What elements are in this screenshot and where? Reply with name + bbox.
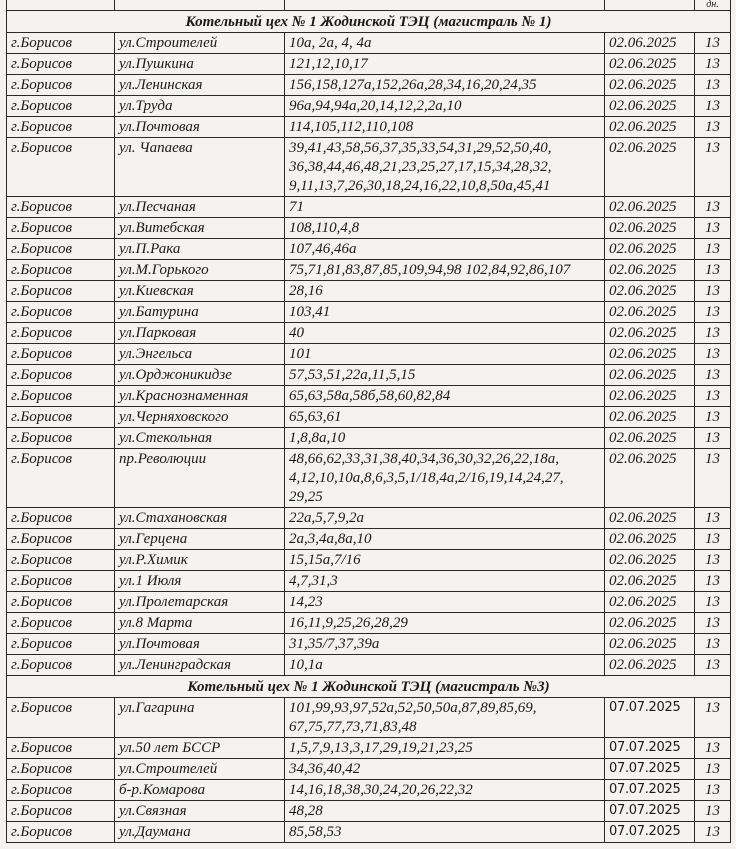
date-cell: 02.06.2025 bbox=[605, 592, 695, 613]
street-cell: ул.50 лет БССР bbox=[115, 738, 285, 759]
street-cell: ул.Парковая bbox=[115, 323, 285, 344]
date-cell: 02.06.2025 bbox=[605, 449, 695, 508]
street-cell: ул.8 Марта bbox=[115, 613, 285, 634]
street-cell: ул.Пушкина bbox=[115, 54, 285, 75]
city-cell: г.Борисов bbox=[7, 780, 115, 801]
table-row bbox=[7, 822, 731, 843]
houses-cell: 15,15а,7/16 bbox=[285, 550, 605, 571]
city-cell: г.Борисов bbox=[7, 33, 115, 54]
date-cell: 02.06.2025 bbox=[605, 281, 695, 302]
table-row bbox=[7, 428, 731, 449]
table-row bbox=[7, 698, 731, 738]
street-cell: ул.Труда bbox=[115, 96, 285, 117]
houses-cell: 121,12,10,17 bbox=[285, 54, 605, 75]
date-cell: 02.06.2025 bbox=[605, 96, 695, 117]
header-cell bbox=[285, 0, 605, 11]
table-row bbox=[7, 655, 731, 676]
table-row bbox=[7, 550, 731, 571]
city-cell: г.Борисов bbox=[7, 260, 115, 281]
street-cell: ул.Краснознаменная bbox=[115, 386, 285, 407]
days-cell: 13 bbox=[695, 529, 731, 550]
days-cell: 13 bbox=[695, 655, 731, 676]
date-cell: 07.07.2025 bbox=[605, 801, 695, 822]
street-cell: ул.Стахановская bbox=[115, 508, 285, 529]
date-cell: 02.06.2025 bbox=[605, 239, 695, 260]
days-cell: 13 bbox=[695, 571, 731, 592]
houses-cell: 48,66,62,33,31,38,40,34,36,30,32,26,22,18а, 4,12,10,10а,8,6,3,5,1/18,4а,2/16,19,14,24,27, 29,25 bbox=[285, 449, 605, 508]
houses-cell: 16,11,9,25,26,28,29 bbox=[285, 613, 605, 634]
houses-cell: 1,8,8а,10 bbox=[285, 428, 605, 449]
street-cell: ул.П.Рака bbox=[115, 239, 285, 260]
city-cell: г.Борисов bbox=[7, 759, 115, 780]
date-cell: 02.06.2025 bbox=[605, 550, 695, 571]
table-row bbox=[7, 281, 731, 302]
houses-cell: 2а,3,4а,8а,10 bbox=[285, 529, 605, 550]
header-cell bbox=[7, 0, 115, 11]
table-row bbox=[7, 260, 731, 281]
street-cell: ул.Киевская bbox=[115, 281, 285, 302]
houses-cell: 28,16 bbox=[285, 281, 605, 302]
city-cell: г.Борисов bbox=[7, 613, 115, 634]
houses-cell: 96а,94,94а,20,14,12,2,2а,10 bbox=[285, 96, 605, 117]
houses-cell: 71 bbox=[285, 197, 605, 218]
date-cell: 07.07.2025 bbox=[605, 759, 695, 780]
table-row bbox=[7, 801, 731, 822]
city-cell: г.Борисов bbox=[7, 449, 115, 508]
table-row bbox=[7, 323, 731, 344]
houses-cell: 48,28 bbox=[285, 801, 605, 822]
city-cell: г.Борисов bbox=[7, 529, 115, 550]
houses-cell: 101,99,93,97,52а,52,50,50а,87,89,85,69, 67,75,77,73,71,83,48 bbox=[285, 698, 605, 738]
date-cell: 02.06.2025 bbox=[605, 323, 695, 344]
header-cell bbox=[605, 0, 695, 11]
houses-cell: 114,105,112,110,108 bbox=[285, 117, 605, 138]
street-cell: ул.Строителей bbox=[115, 759, 285, 780]
houses-cell: 65,63,58а,58б,58,60,82,84 bbox=[285, 386, 605, 407]
houses-cell: 108,110,4,8 bbox=[285, 218, 605, 239]
houses-cell: 31,35/7,37,39а bbox=[285, 634, 605, 655]
street-cell: ул.Строителей bbox=[115, 33, 285, 54]
city-cell: г.Борисов bbox=[7, 550, 115, 571]
days-cell: 13 bbox=[695, 197, 731, 218]
table-row bbox=[7, 780, 731, 801]
days-cell: 13 bbox=[695, 75, 731, 96]
days-cell: 13 bbox=[695, 407, 731, 428]
table-row bbox=[7, 613, 731, 634]
city-cell: г.Борисов bbox=[7, 281, 115, 302]
days-cell: 13 bbox=[695, 634, 731, 655]
city-cell: г.Борисов bbox=[7, 323, 115, 344]
city-cell: г.Борисов bbox=[7, 801, 115, 822]
table-row bbox=[7, 592, 731, 613]
table-row bbox=[7, 386, 731, 407]
table-row bbox=[7, 54, 731, 75]
table-row bbox=[7, 508, 731, 529]
city-cell: г.Борисов bbox=[7, 117, 115, 138]
header-cell bbox=[115, 0, 285, 11]
days-cell: 13 bbox=[695, 218, 731, 239]
city-cell: г.Борисов bbox=[7, 75, 115, 96]
date-cell: 02.06.2025 bbox=[605, 634, 695, 655]
houses-cell: 39,41,43,58,56,37,35,33,54,31,29,52,50,40, 36,38,44,46,48,21,23,25,27,17,15,34,28,32, 9,11,13,7,26,30,18,24,16,22,10,8,50а,45,41 bbox=[285, 138, 605, 197]
city-cell: г.Борисов bbox=[7, 428, 115, 449]
date-cell: 02.06.2025 bbox=[605, 407, 695, 428]
date-cell: 02.06.2025 bbox=[605, 302, 695, 323]
table-body bbox=[7, 0, 731, 843]
houses-cell: 14,23 bbox=[285, 592, 605, 613]
date-cell: 02.06.2025 bbox=[605, 344, 695, 365]
date-cell: 07.07.2025 bbox=[605, 780, 695, 801]
date-cell: 02.06.2025 bbox=[605, 33, 695, 54]
date-cell: 07.07.2025 bbox=[605, 698, 695, 738]
houses-cell: 103,41 bbox=[285, 302, 605, 323]
days-cell: 13 bbox=[695, 117, 731, 138]
table-row bbox=[7, 218, 731, 239]
street-cell: ул.Энгельса bbox=[115, 344, 285, 365]
date-cell: 02.06.2025 bbox=[605, 365, 695, 386]
days-cell: 13 bbox=[695, 239, 731, 260]
houses-cell: 156,158,127а,152,26а,28,34,16,20,24,35 bbox=[285, 75, 605, 96]
days-unit-header: дн. bbox=[695, 0, 731, 11]
city-cell: г.Борисов bbox=[7, 698, 115, 738]
days-cell: 13 bbox=[695, 801, 731, 822]
table-row bbox=[7, 634, 731, 655]
table-row bbox=[7, 96, 731, 117]
city-cell: г.Борисов bbox=[7, 592, 115, 613]
city-cell: г.Борисов bbox=[7, 738, 115, 759]
outage-schedule-page bbox=[6, 0, 730, 843]
days-cell: 13 bbox=[695, 613, 731, 634]
days-cell: 13 bbox=[695, 738, 731, 759]
houses-cell: 85,58,53 bbox=[285, 822, 605, 843]
days-cell: 13 bbox=[695, 759, 731, 780]
days-cell: 13 bbox=[695, 344, 731, 365]
days-cell: 13 bbox=[695, 281, 731, 302]
city-cell: г.Борисов bbox=[7, 386, 115, 407]
date-cell: 07.07.2025 bbox=[605, 738, 695, 759]
city-cell: г.Борисов bbox=[7, 407, 115, 428]
street-cell: ул.Батурина bbox=[115, 302, 285, 323]
houses-cell: 57,53,51,22а,11,5,15 bbox=[285, 365, 605, 386]
table-row bbox=[7, 529, 731, 550]
date-cell: 02.06.2025 bbox=[605, 197, 695, 218]
houses-cell: 22а,5,7,9,2а bbox=[285, 508, 605, 529]
city-cell: г.Борисов bbox=[7, 655, 115, 676]
section-title: Котельный цех № 1 Жодинской ТЭЦ (магистраль №3) bbox=[7, 676, 731, 698]
houses-cell: 4,7,31,3 bbox=[285, 571, 605, 592]
street-cell: ул.Пролетарская bbox=[115, 592, 285, 613]
date-cell: 02.06.2025 bbox=[605, 138, 695, 197]
table-row bbox=[7, 344, 731, 365]
days-cell: 13 bbox=[695, 323, 731, 344]
houses-cell: 65,63,61 bbox=[285, 407, 605, 428]
date-cell: 02.06.2025 bbox=[605, 428, 695, 449]
days-cell: 13 bbox=[695, 260, 731, 281]
houses-cell: 34,36,40,42 bbox=[285, 759, 605, 780]
date-cell: 02.06.2025 bbox=[605, 613, 695, 634]
city-cell: г.Борисов bbox=[7, 302, 115, 323]
street-cell: ул.Ленинская bbox=[115, 75, 285, 96]
street-cell: ул.Витебская bbox=[115, 218, 285, 239]
table-row bbox=[7, 33, 731, 54]
date-cell: 02.06.2025 bbox=[605, 386, 695, 407]
city-cell: г.Борисов bbox=[7, 571, 115, 592]
table-row bbox=[7, 302, 731, 323]
table-row bbox=[7, 365, 731, 386]
days-cell: 13 bbox=[695, 138, 731, 197]
street-cell: ул.М.Горького bbox=[115, 260, 285, 281]
section-title: Котельный цех № 1 Жодинской ТЭЦ (магистраль № 1) bbox=[7, 11, 731, 33]
street-cell: ул. Чапаева bbox=[115, 138, 285, 197]
date-cell: 02.06.2025 bbox=[605, 54, 695, 75]
city-cell: г.Борисов bbox=[7, 218, 115, 239]
city-cell: г.Борисов bbox=[7, 54, 115, 75]
date-cell: 02.06.2025 bbox=[605, 508, 695, 529]
days-cell: 13 bbox=[695, 428, 731, 449]
street-cell: ул.Стекольная bbox=[115, 428, 285, 449]
table-row bbox=[7, 407, 731, 428]
table-row bbox=[7, 759, 731, 780]
houses-cell: 14,16,18,38,30,24,20,26,22,32 bbox=[285, 780, 605, 801]
city-cell: г.Борисов bbox=[7, 239, 115, 260]
street-cell: ул.Даумана bbox=[115, 822, 285, 843]
street-cell: ул.Черняховского bbox=[115, 407, 285, 428]
header-row bbox=[7, 0, 731, 11]
houses-cell: 1,5,7,9,13,3,17,29,19,21,23,25 bbox=[285, 738, 605, 759]
houses-cell: 101 bbox=[285, 344, 605, 365]
city-cell: г.Борисов bbox=[7, 365, 115, 386]
days-cell: 13 bbox=[695, 822, 731, 843]
date-cell: 02.06.2025 bbox=[605, 218, 695, 239]
days-cell: 13 bbox=[695, 365, 731, 386]
city-cell: г.Борисов bbox=[7, 822, 115, 843]
table-row bbox=[7, 239, 731, 260]
houses-cell: 75,71,81,83,87,85,109,94,98 102,84,92,86,107 bbox=[285, 260, 605, 281]
city-cell: г.Борисов bbox=[7, 197, 115, 218]
date-cell: 02.06.2025 bbox=[605, 655, 695, 676]
city-cell: г.Борисов bbox=[7, 634, 115, 655]
houses-cell: 10,1а bbox=[285, 655, 605, 676]
houses-cell: 40 bbox=[285, 323, 605, 344]
street-cell: б-р.Комарова bbox=[115, 780, 285, 801]
city-cell: г.Борисов bbox=[7, 96, 115, 117]
days-cell: 13 bbox=[695, 592, 731, 613]
houses-cell: 107,46,46а bbox=[285, 239, 605, 260]
street-cell: ул.1 Июля bbox=[115, 571, 285, 592]
date-cell: 02.06.2025 bbox=[605, 529, 695, 550]
street-cell: ул.Почтовая bbox=[115, 634, 285, 655]
street-cell: ул.Р.Химик bbox=[115, 550, 285, 571]
table-row bbox=[7, 138, 731, 197]
table-row bbox=[7, 117, 731, 138]
table-row bbox=[7, 197, 731, 218]
date-cell: 02.06.2025 bbox=[605, 117, 695, 138]
days-cell: 13 bbox=[695, 54, 731, 75]
date-cell: 02.06.2025 bbox=[605, 260, 695, 281]
street-cell: ул.Гагарина bbox=[115, 698, 285, 738]
street-cell: ул.Почтовая bbox=[115, 117, 285, 138]
city-cell: г.Борисов bbox=[7, 508, 115, 529]
street-cell: ул.Ленинградская bbox=[115, 655, 285, 676]
table-row bbox=[7, 75, 731, 96]
days-cell: 13 bbox=[695, 96, 731, 117]
table-row bbox=[7, 571, 731, 592]
section-header-row bbox=[7, 11, 731, 33]
days-cell: 13 bbox=[695, 302, 731, 323]
date-cell: 02.06.2025 bbox=[605, 571, 695, 592]
date-cell: 02.06.2025 bbox=[605, 75, 695, 96]
days-cell: 13 bbox=[695, 449, 731, 508]
days-cell: 13 bbox=[695, 698, 731, 738]
street-cell: ул.Песчаная bbox=[115, 197, 285, 218]
days-cell: 13 bbox=[695, 33, 731, 54]
section-header-row bbox=[7, 676, 731, 698]
table-row bbox=[7, 449, 731, 508]
days-cell: 13 bbox=[695, 508, 731, 529]
days-cell: 13 bbox=[695, 780, 731, 801]
days-cell: 13 bbox=[695, 386, 731, 407]
table-row bbox=[7, 738, 731, 759]
date-cell: 07.07.2025 bbox=[605, 822, 695, 843]
street-cell: ул.Орджоникидзе bbox=[115, 365, 285, 386]
street-cell: пр.Революции bbox=[115, 449, 285, 508]
city-cell: г.Борисов bbox=[7, 344, 115, 365]
street-cell: ул.Герцена bbox=[115, 529, 285, 550]
days-cell: 13 bbox=[695, 550, 731, 571]
street-cell: ул.Связная bbox=[115, 801, 285, 822]
city-cell: г.Борисов bbox=[7, 138, 115, 197]
outage-schedule-table bbox=[6, 0, 731, 843]
houses-cell: 10а, 2а, 4, 4а bbox=[285, 33, 605, 54]
